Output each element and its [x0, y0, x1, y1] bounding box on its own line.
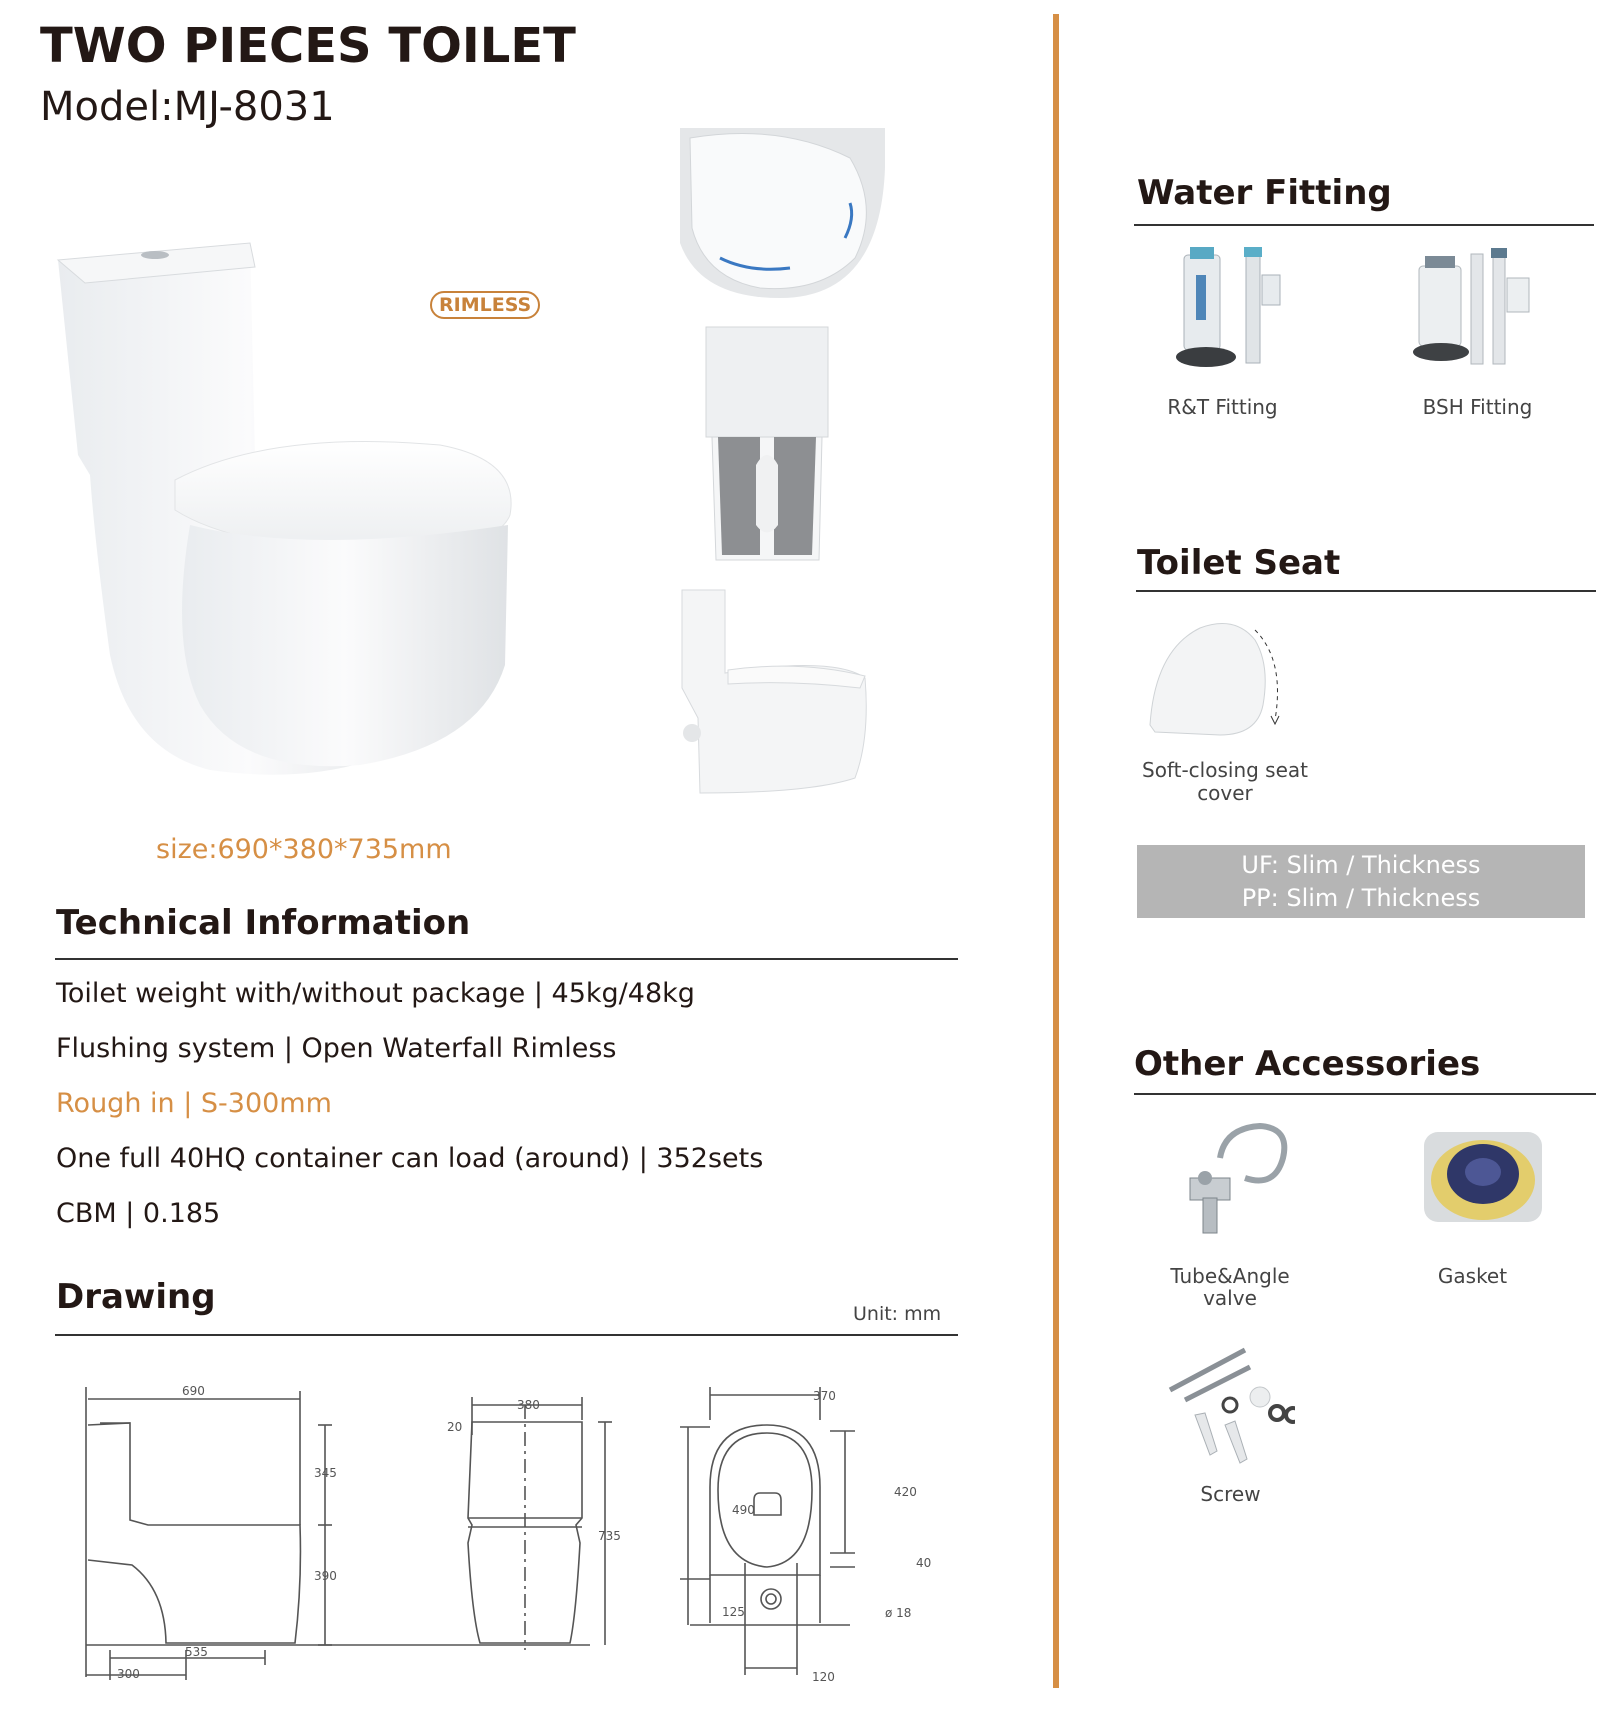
- rimless-badge: RIMLESS: [430, 291, 540, 319]
- dim-front-top: 20: [447, 1420, 463, 1434]
- product-size: size:690*380*735mm: [156, 834, 452, 865]
- tube-angle-valve-image: [1175, 1118, 1295, 1238]
- dim-top-bowl: 420: [894, 1485, 917, 1499]
- dim-top-depth: 490: [732, 1503, 755, 1517]
- seat-options-box: [1137, 845, 1585, 918]
- dim-side-rough: 300: [117, 1667, 140, 1681]
- rimless-bowl-image: [680, 128, 885, 306]
- drawing-heading: Drawing: [56, 1277, 216, 1317]
- dim-side-upper: 345: [314, 1466, 337, 1480]
- screw-label: Screw: [1200, 1482, 1261, 1506]
- dim-top-rear: 125: [722, 1605, 745, 1619]
- screw-image: [1165, 1345, 1295, 1470]
- accessories-heading: Other Accessories: [1134, 1044, 1481, 1084]
- tube-angle-valve-label-2: valve: [1203, 1286, 1257, 1310]
- soft-closing-seat-image: [1145, 620, 1285, 745]
- dim-side-lower: 390: [314, 1569, 337, 1583]
- gasket-image: [1422, 1122, 1547, 1230]
- dim-top-width: 370: [813, 1389, 836, 1403]
- tube-angle-valve-label-1: Tube&Angle: [1170, 1264, 1290, 1288]
- dim-top-gap: 40: [916, 1556, 932, 1570]
- seat-option-pp: PP: Slim / Thickness: [1241, 884, 1481, 912]
- soft-closing-seat-label-1: Soft-closing seat: [1142, 758, 1308, 782]
- bsh-fitting-label: BSH Fitting: [1422, 395, 1533, 419]
- technical-drawing: [70, 1375, 950, 1695]
- spec-weight: Toilet weight with/without package | 45kg/48kg: [56, 978, 695, 1009]
- soft-closing-seat-label-2: cover: [1197, 781, 1253, 805]
- spec-cbm: CBM | 0.185: [56, 1198, 221, 1229]
- accessories-rule: [1134, 1093, 1596, 1095]
- drawing-unit: Unit: mm: [853, 1303, 942, 1325]
- toilet-seat-heading: Toilet Seat: [1137, 543, 1341, 583]
- spec-flushing: Flushing system | Open Waterfall Rimless: [56, 1033, 617, 1064]
- toilet-seat-rule: [1136, 590, 1596, 592]
- drawing-rule: [55, 1334, 958, 1336]
- rt-fitting-label: R&T Fitting: [1167, 395, 1278, 419]
- rt-fitting-image: [1170, 245, 1295, 373]
- technical-rule: [55, 958, 958, 960]
- dim-front-width: 380: [517, 1398, 540, 1412]
- back-view-image: [704, 325, 830, 565]
- spec-rough-in: Rough in | S-300mm: [56, 1088, 332, 1119]
- dim-side-length: 690: [182, 1384, 205, 1398]
- spec-container: One full 40HQ container can load (around) | 352sets: [56, 1143, 764, 1174]
- page-title: TWO PIECES TOILET: [40, 18, 576, 74]
- technical-heading: Technical Information: [56, 903, 471, 943]
- dim-top-spacing: 120: [812, 1670, 835, 1684]
- dim-front-height: 735: [598, 1529, 621, 1543]
- dim-side-base: 535: [185, 1645, 208, 1659]
- dim-top-hole: ø 18: [885, 1606, 912, 1620]
- water-fitting-heading: Water Fitting: [1137, 173, 1392, 213]
- side-view-image: [680, 588, 870, 798]
- water-fitting-rule: [1134, 224, 1594, 226]
- bsh-fitting-image: [1405, 248, 1540, 373]
- model-number: Model:MJ-8031: [40, 84, 335, 130]
- column-divider: [1053, 14, 1059, 1688]
- gasket-label: Gasket: [1437, 1264, 1508, 1288]
- seat-option-uf: UF: Slim / Thickness: [1241, 851, 1481, 879]
